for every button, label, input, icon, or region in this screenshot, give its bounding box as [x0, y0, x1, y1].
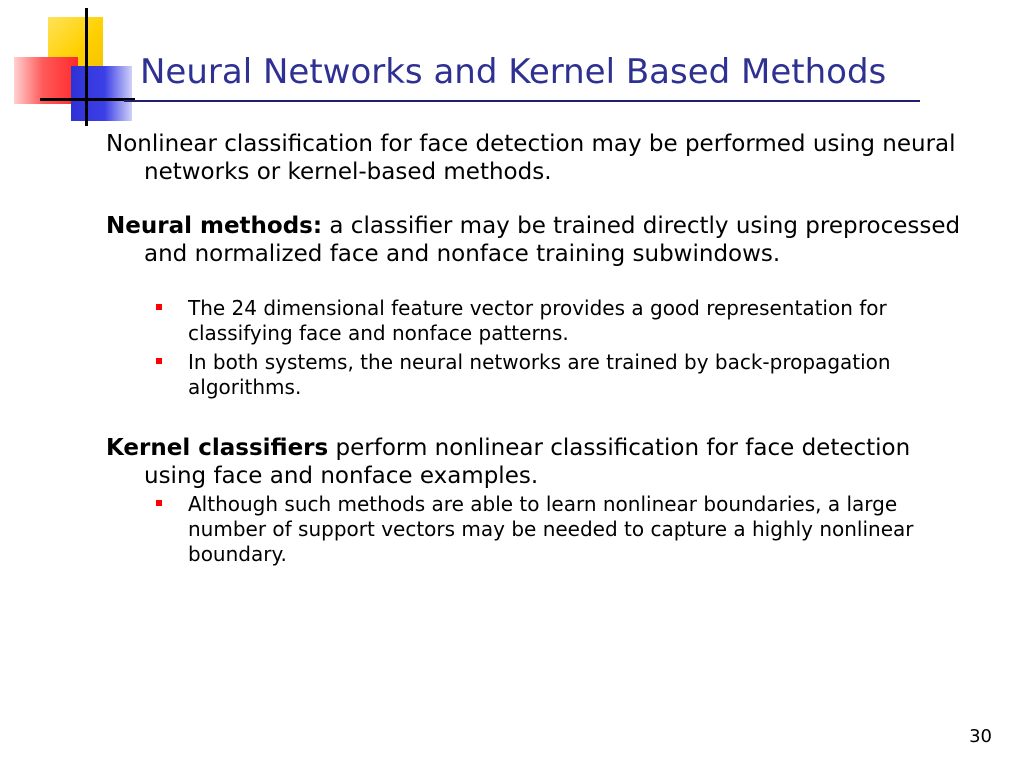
- kernel-classifiers-bullets: [106, 492, 966, 567]
- logo-vertical-line: [85, 8, 88, 126]
- neural-methods-text: a classifier may be trained directly using preprocessed and normalized face and nonface training subwindows.: [144, 213, 961, 267]
- list-item: [188, 296, 966, 346]
- bullet-text: In both systems, the neural networks are trained by back-propagation algorithms.: [188, 350, 891, 399]
- list-item: [188, 350, 966, 400]
- square-bullet-icon: [156, 500, 162, 506]
- title-underline: [124, 100, 920, 102]
- corner-logo: [0, 0, 140, 130]
- neural-methods-heading: Neural methods:: [106, 213, 323, 239]
- neural-methods-bullets: [106, 296, 966, 400]
- logo-horizontal-line: [40, 98, 135, 101]
- slide-title: Neural Networks and Kernel Based Methods: [140, 52, 887, 92]
- page-number: 30: [969, 726, 992, 747]
- square-bullet-icon: [156, 304, 162, 310]
- paragraph-nonlinear-classification: Nonlinear classification for face detection may be performed using neural networks or kernel-based methods.: [106, 131, 956, 185]
- paragraph-neural-methods: [106, 212, 966, 268]
- logo-blue-square: [71, 66, 132, 121]
- square-bullet-icon: [156, 358, 162, 364]
- bullet-text: The 24 dimensional feature vector provides a good representation for classifying face and nonface patterns.: [188, 296, 887, 345]
- slide-content: [106, 130, 966, 571]
- paragraph-kernel-classifiers: [106, 434, 966, 490]
- logo-red-square: [14, 57, 78, 104]
- list-item: [188, 492, 966, 567]
- kernel-classifiers-text: perform nonlinear classification for face detection using face and nonface examples.: [144, 435, 911, 489]
- bullet-text: Although such methods are able to learn nonlinear boundaries, a large number of support vectors may be needed to capture a highly nonlinear boundary.: [188, 492, 914, 566]
- kernel-classifiers-heading: Kernel classifiers: [106, 435, 329, 461]
